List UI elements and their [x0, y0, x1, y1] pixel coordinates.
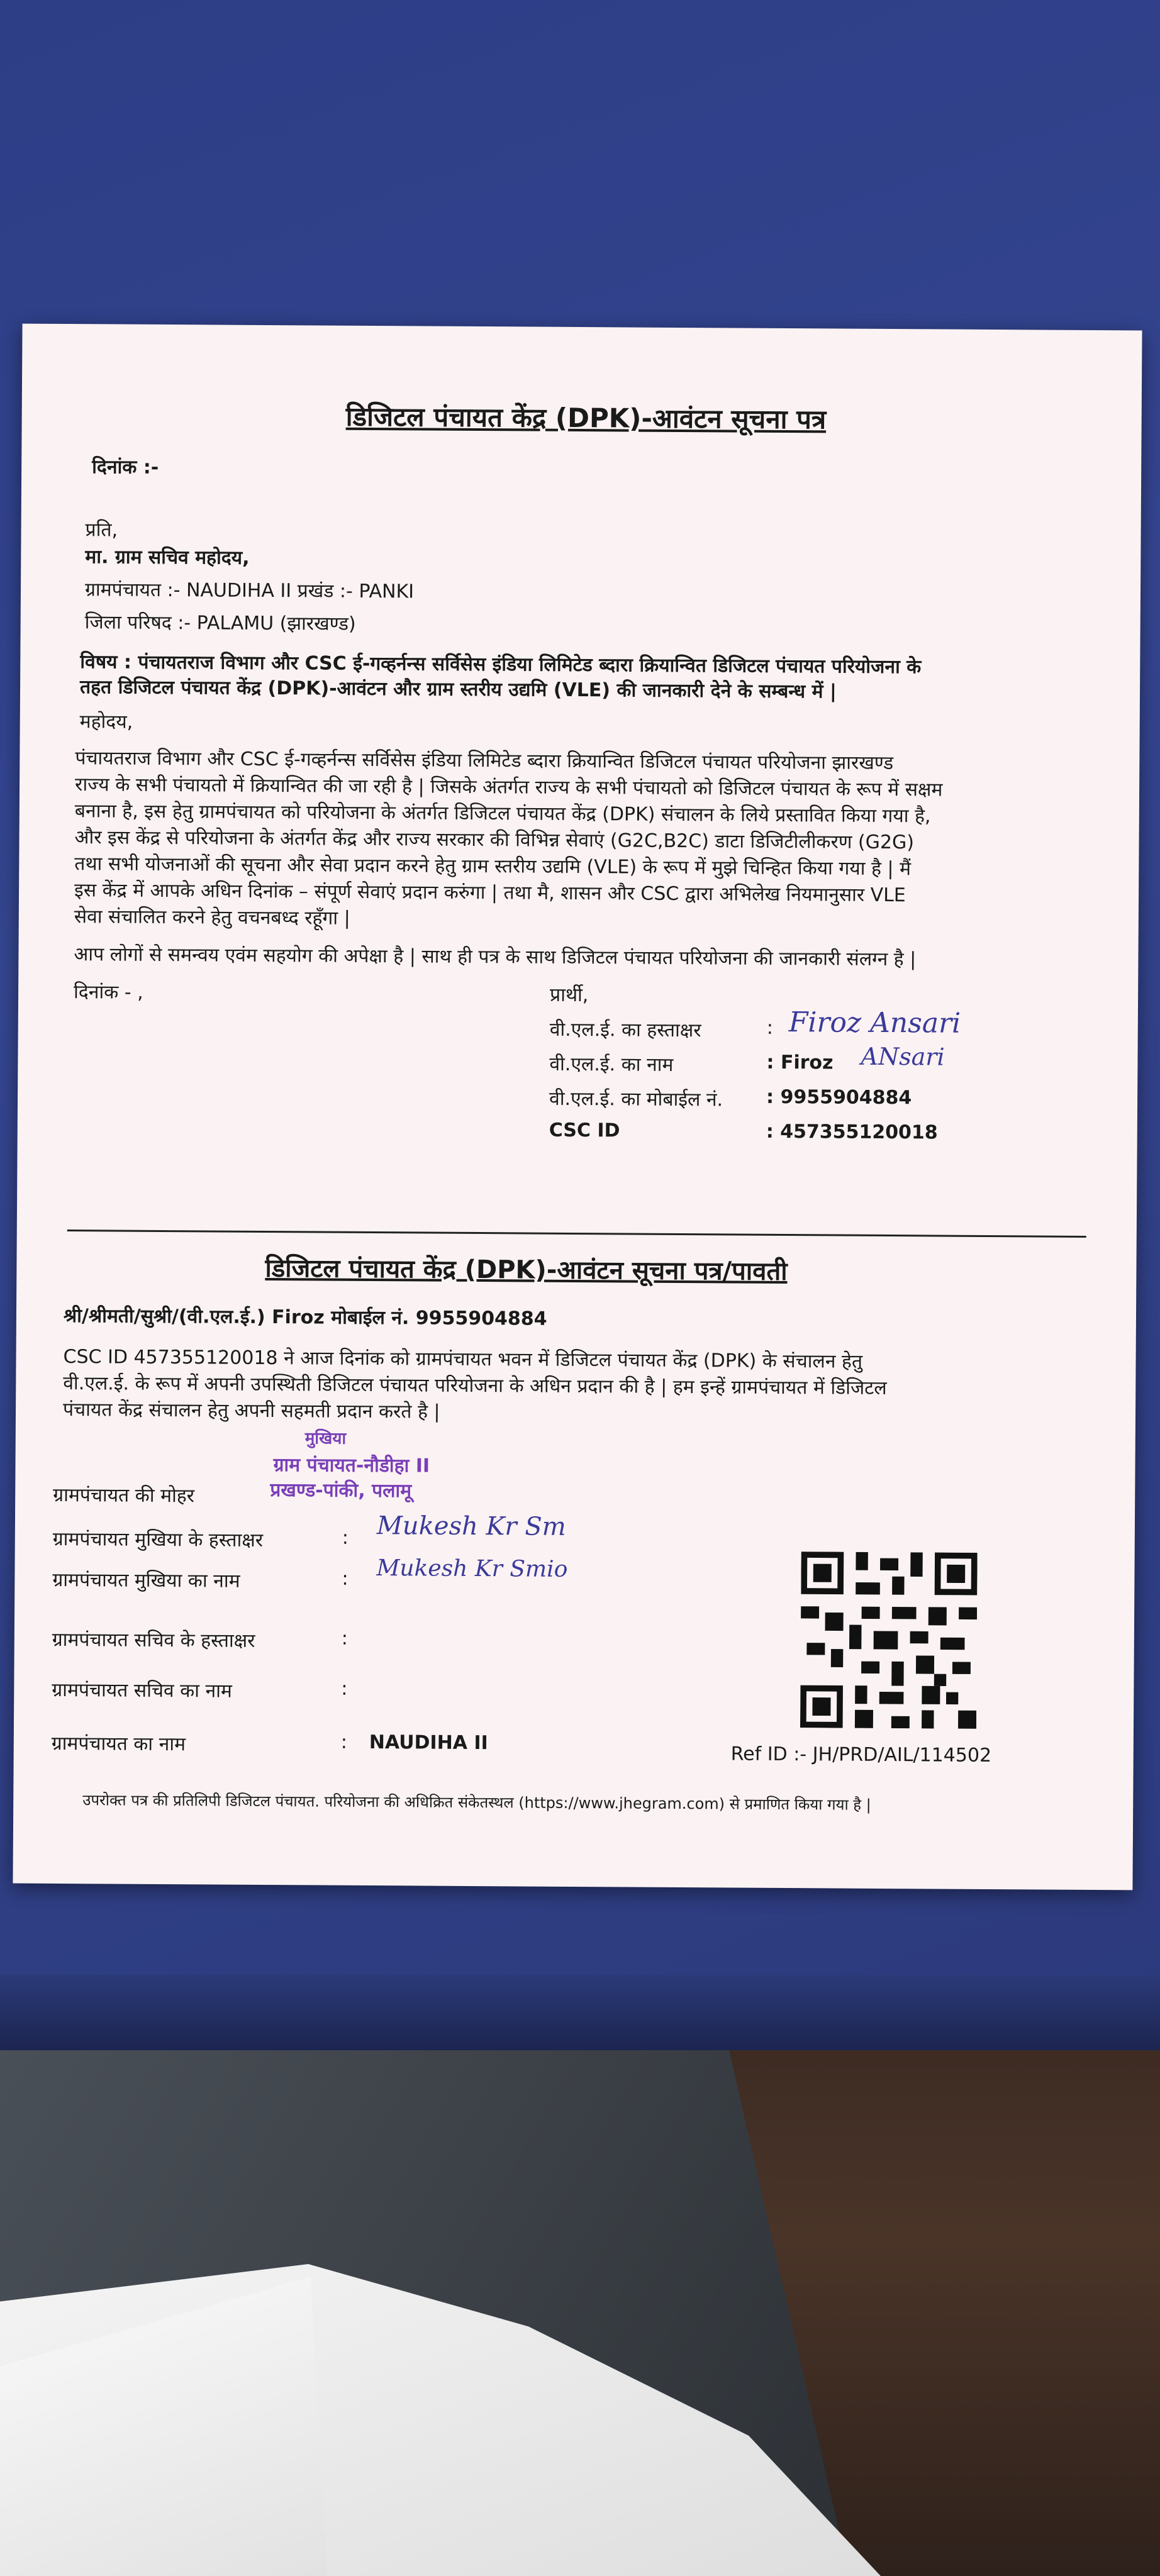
csc-id-label: CSC ID	[549, 1119, 620, 1142]
letter-title: डिजिटल पंचायत केंद्र (DPK)-आवंटन सूचना पत्र	[345, 401, 827, 435]
addressee: मा. ग्राम सचिव महोदय,	[85, 546, 250, 569]
vle-mobile-label: वी.एल.ई. का मोबाईल नं.	[549, 1087, 723, 1111]
vle-mobile-value: : 9955904884	[766, 1085, 912, 1109]
mukhiya-signature: Mukesh Kr Sm	[376, 1511, 566, 1541]
date-label: दिनांक :-	[92, 456, 159, 479]
receipt-person-line: श्री/श्रीमती/सुश्री/(वी.एल.ई.) Firoz मोबाईल नं. 9955904884	[63, 1305, 547, 1330]
mukhiya-name-label: ग्रामपंचायत मुखिया का नाम	[52, 1568, 240, 1592]
sachiv-name-label: ग्रामपंचायत सचिव का नाम	[52, 1679, 232, 1702]
receipt-line: पंचायत केंद्र संचालन हेतु अपनी सहमती प्रदान करते है |	[62, 1399, 440, 1423]
receipt-title: डिजिटल पंचायत केंद्र (DPK)-आवंटन सूचना पत्र/पावती	[265, 1253, 788, 1287]
vle-signature-label: वी.एल.ई. का हस्ताक्षर	[549, 1018, 701, 1042]
subject-line-1: विषय : पंचायतराज विभाग और CSC ई-गव्हर्नन्स सर्विसेस इंडिया लिमिटेड ब्दारा क्रियान्वित डिजिटल पंचायत परियोजना के	[80, 651, 922, 679]
sachiv-signature-label: ग्रामपंचायत सचिव के हस्ताक्षर	[52, 1628, 255, 1652]
mukhiya-signature-label: ग्रामपंचायत मुखिया के हस्ताक्षर	[52, 1528, 264, 1552]
colon: :	[341, 1677, 348, 1700]
colon: :	[342, 1567, 349, 1590]
section-divider	[67, 1230, 1086, 1238]
vle-name-value: : Firoz	[766, 1051, 834, 1074]
colon: :	[342, 1526, 349, 1549]
gram-panchayat-line: ग्रामपंचायत :- NAUDIHA II प्रखंड :- PANKI	[84, 579, 415, 603]
seal-label: ग्रामपंचायत की मोहर	[53, 1484, 195, 1507]
body-line: और इस केंद्र से परियोजना के अंतर्गत केंद्र और राज्य सरकार की विभिन्न सेवाएं (G2C,B2C) डाटा डिजिटीलीकरण (G2G)	[74, 826, 915, 854]
district-line: जिला परिषद :- PALAMU (झारखण्ड)	[84, 611, 356, 635]
body-line: सेवा संचालित करने हेतु वचनबध्द रहूँगा |	[74, 906, 350, 930]
body-line: बनाना है, इस हेतु ग्रामपंचायत को परियोजना के अंतर्गत डिजिटल पंचायत केंद्र (DPK) संचालन के लिये प्रस्तावित किया गया है,	[74, 800, 931, 828]
subject-line-2: तहत डिजिटल पंचायत केंद्र (DPK)-आवंटन और ग्राम स्तरीय उद्यमि (VLE) की जानकारी देने के सम्बन्ध में |	[79, 676, 837, 703]
vle-signature: Firoz Ansari	[788, 1006, 961, 1040]
body-line: पंचायतराज विभाग और CSC ई-गव्हर्नन्स सर्विसेस इंडिया लिमिटेड ब्दारा क्रियान्वित डिजिटल पंचायत परियोजना झारखण्ड	[75, 747, 894, 775]
receipt-line: वी.एल.ई. के रूप में अपनी उपस्थिती डिजिटल पंचायत परियोजना के अधिन प्रदान की है | हम इन्हें ग्रामपंचायत में डिजिटल	[63, 1372, 887, 1400]
qr-code	[800, 1552, 978, 1729]
allotment-letter	[13, 324, 1142, 1890]
date-label-2: दिनांक - ,	[73, 981, 143, 1004]
stamp-line-1: मुखिया	[304, 1429, 347, 1448]
cooperation-line: आप लोगों से समन्वय एवंम सहयोग की अपेक्षा है | साथ ही पत्र के साथ डिजिटल पंचायत परियोजना की जानकारी संलग्न है |	[74, 943, 917, 971]
vle-name-label: वी.एल.ई. का नाम	[549, 1053, 674, 1076]
vle-name-handwritten: ANsari	[861, 1042, 945, 1071]
colon: :	[340, 1731, 348, 1753]
body-line: इस केंद्र में आपके अधिन दिनांक – संपूर्ण सेवाएं प्रदान करुंगा | तथा मै, शासन और CSC द्वारा अभिलेख नियमानुसार VLE	[74, 879, 906, 907]
ref-id: Ref ID :- JH/PRD/AIL/114502	[730, 1743, 992, 1767]
body-line: तथा सभी योजनाओं की सूचना और सेवा प्रदान करने हेतु ग्राम स्तरीय उद्यमि (VLE) के रूप में मुझे चिन्हित किया गया है | मैं	[74, 853, 912, 880]
prati-label: प्रति,	[85, 519, 118, 541]
mukhiya-name-handwritten: Mukesh Kr Smio	[376, 1555, 568, 1582]
stamp-line-2: ग्राम पंचायत-नौडीहा II	[273, 1454, 430, 1477]
body-line: राज्य के सभी पंचायतो में क्रियान्वित की जा रही है | जिसके अंतर्गत राज्य के सभी पंचायतो को डिजिटल पंचायत के रूप में सक्षम	[75, 774, 943, 801]
gp-name-value: NAUDIHA II	[369, 1731, 488, 1755]
colon: :	[341, 1627, 349, 1650]
receipt-line: CSC ID 457355120018 ने आज दिनांक को ग्रामपंचायत भवन में डिजिटल पंचायत केंद्र (DPK) के संचालन हेतु	[63, 1346, 863, 1373]
stamp-line-3: प्रखण्ड-पांकी, पलामू	[270, 1479, 412, 1502]
csc-id-value: : 457355120018	[766, 1120, 938, 1144]
prarthi-label: प्रार्थी,	[549, 984, 589, 1007]
colon: :	[766, 1016, 773, 1039]
salutation: महोदय,	[79, 711, 133, 733]
gp-name-label: ग्रामपंचायत का नाम	[51, 1732, 186, 1756]
footer-note: उपरोक्त पत्र की प्रतिलिपी डिजिटल पंचायत. परियोजना की अधिक्रित संकेतस्थल (https://www.jhegram.com) से प्रमाणित किया गया है |	[82, 1791, 871, 1814]
table-edge	[0, 1975, 1160, 2050]
